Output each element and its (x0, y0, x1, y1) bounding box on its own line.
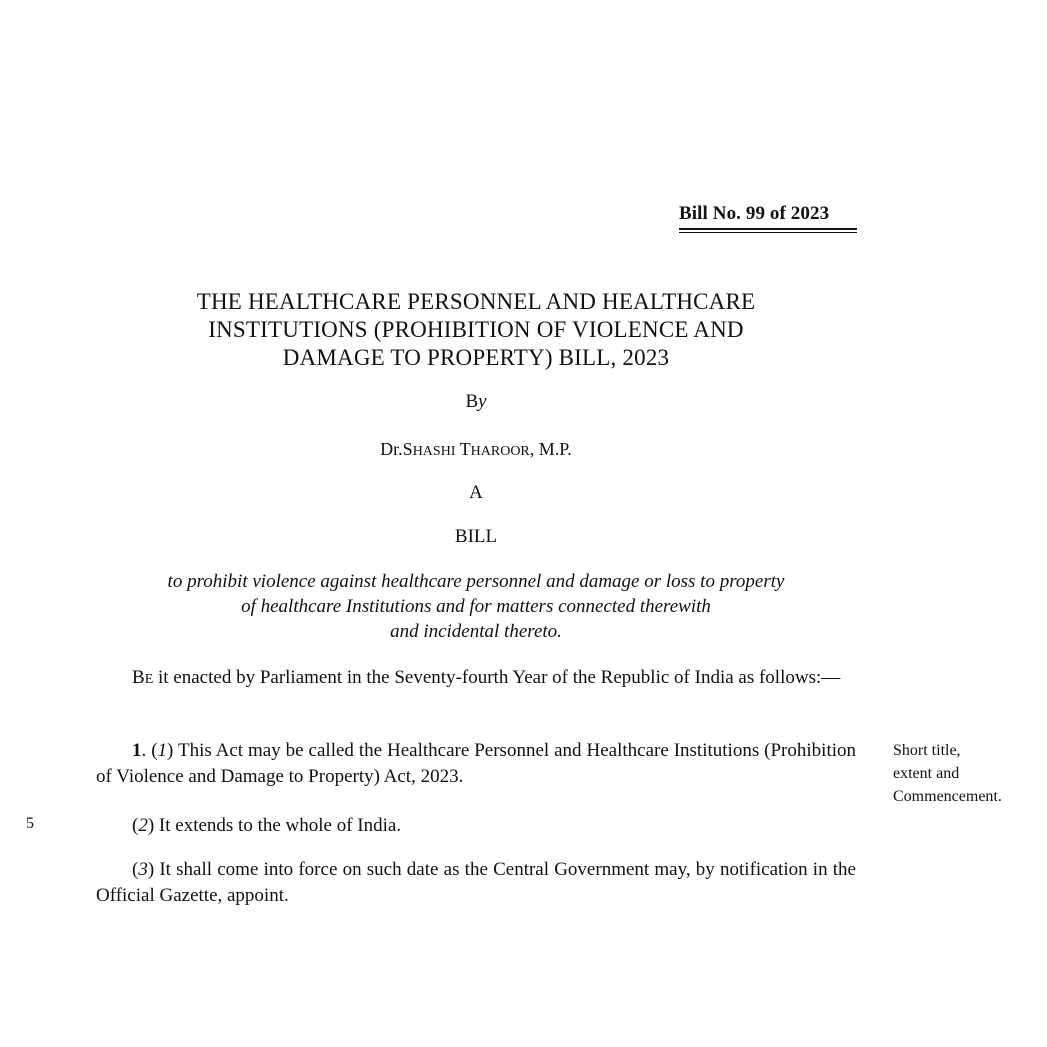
subsection-text: It shall come into force on such date as the Central Government may, by notification in the Official Gazette, appoint. (96, 859, 856, 906)
enacting-small-caps: E (144, 672, 154, 687)
long-title-line: to prohibit violence against healthcare personnel and damage or loss to property (167, 571, 785, 592)
line-number: 5 (26, 815, 34, 832)
bill-title (96, 288, 856, 372)
bill-number-rule-thin (679, 232, 857, 233)
section-1-subsection-3 (96, 857, 856, 909)
section-number: 1 (132, 740, 142, 761)
author-first-initial: S (402, 439, 413, 459)
margin-note (893, 739, 1033, 808)
author-prefix: Dr. (380, 439, 403, 459)
by-initial: B (465, 391, 479, 412)
subsection-open: ( (132, 815, 139, 836)
author-first-rest: HASHI (412, 444, 456, 459)
by-line (96, 391, 856, 413)
long-title-line: and incidental thereto. (390, 621, 562, 642)
author-line (96, 439, 856, 460)
enacting-formula (96, 665, 856, 693)
subsection-open: ( (151, 740, 158, 761)
bill-title-line: THE HEALTHCARE PERSONNEL AND HEALTHCARE (196, 289, 756, 314)
margin-note-line: Short title, (893, 742, 961, 759)
enacting-text: it enacted by Parliament in the Seventy-fourth Year of the Republic of India as follows:— (153, 667, 841, 688)
author-last-rest: HAROOR (470, 444, 530, 459)
enacting-initial: B (132, 667, 145, 688)
article-a: A (469, 482, 483, 503)
long-title (96, 569, 856, 644)
section-1-subsection-2 (96, 813, 856, 839)
author-last-initial: T (459, 439, 471, 459)
by-rest: y (478, 391, 487, 412)
subsection-number: 2 (138, 815, 148, 836)
subsection-text: This Act may be called the Healthcare Personnel and Healthcare Institutions (Prohibition of Violence and Damage to Property) Act, 2023. (96, 740, 856, 787)
bill-number: Bill No. 99 of 2023 (679, 203, 830, 224)
doc-type: BILL (454, 526, 498, 547)
author-suffix: , M.P. (529, 439, 572, 459)
subsection-number: 3 (138, 859, 148, 880)
subsection-close: ) (147, 859, 155, 880)
subsection-close: ) (147, 815, 155, 836)
section-1 (96, 738, 856, 790)
subsection-text: It extends to the whole of India. (154, 815, 402, 836)
section-number-sep: . (141, 740, 152, 761)
subsection-number: 1 (157, 740, 168, 761)
bill-title-line: INSTITUTIONS (PROHIBITION OF VIOLENCE AND (208, 317, 744, 342)
bill-number-rule-thick (679, 228, 857, 230)
long-title-line: of healthcare Institutions and for matters connected therewith (241, 596, 711, 617)
margin-note-line: extent and (893, 765, 960, 782)
margin-note-line: Commencement. (893, 788, 1002, 805)
subsection-open: ( (132, 859, 139, 880)
subsection-close: ) (167, 740, 174, 761)
bill-title-line: DAMAGE TO PROPERTY) BILL, 2023 (282, 345, 670, 370)
